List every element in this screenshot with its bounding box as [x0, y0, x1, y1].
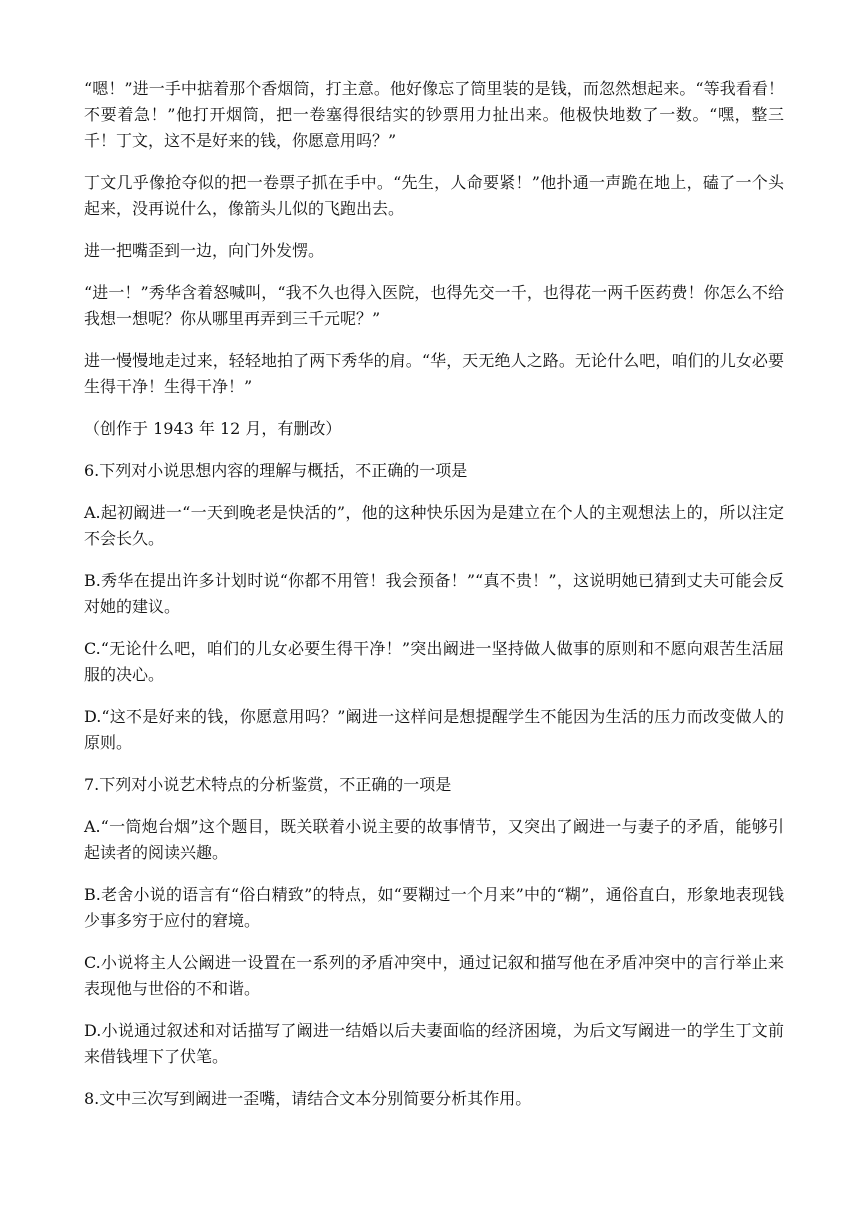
question-7-stem: 7.下列对小说艺术特点的分析鉴赏，不正确的一项是 — [84, 775, 452, 794]
question-6-option-d: D.“这不是好来的钱，你愿意用吗？”阚进一这样问是想提醒学生不能因为生活的压力而改变做人的原则。 — [84, 707, 784, 752]
document-page — [84, 76, 784, 1128]
question-8-stem: 8.文中三次写到阚进一歪嘴，请结合文本分别简要分析其作用。 — [84, 1089, 532, 1108]
question-6-option-c: C.“无论什么吧，咱们的儿女必要生得干净！”突出阚进一坚持做人做事的原则和不愿向艰苦生活屈服的决心。 — [84, 639, 784, 684]
question-7-option-c: C.小说将主人公阚进一设置在一系列的矛盾冲突中，通过记叙和描写他在矛盾冲突中的言行举止来表现他与世俗的不和谐。 — [84, 953, 784, 998]
source-note: （创作于 1943 年 12 月，有删改） — [84, 419, 342, 438]
story-paragraph-4: “进一！”秀华含着怒喊叫，“我不久也得入医院，也得先交一千，也得花一两千医药费！你怎么不给我想一想呢？你从哪里再弄到三千元呢？” — [84, 283, 784, 328]
story-paragraph-2: 丁文几乎像抢夺似的把一卷票子抓在手中。“先生，人命要紧！”他扑通一声跪在地上，磕了一个头起来，没再说什么，像箭头儿似的飞跑出去。 — [84, 173, 784, 218]
question-6-stem: 6.下列对小说思想内容的理解与概括，不正确的一项是 — [84, 461, 468, 480]
question-7-option-b: B.老舍小说的语言有“俗白精致”的特点，如“要糊过一个月来”中的“糊”，通俗直白，形象地表现钱少事多穷于应付的窘境。 — [84, 885, 784, 930]
question-6-option-a: A.起初阚进一“一天到晚老是快活的”，他的这种快乐因为是建立在个人的主观想法上的，所以注定不会长久。 — [84, 503, 784, 548]
story-paragraph-1: “嗯！”进一手中掂着那个香烟筒，打主意。他好像忘了筒里装的是钱，而忽然想起来。“等我看看！不要着急！”他打开烟筒，把一卷塞得很结实的钞票用力扯出来。他极快地数了一数。“嘿，整三千！丁文，这不是好来的钱，你愿意用吗？” — [84, 79, 784, 150]
story-paragraph-3: 进一把嘴歪到一边，向门外发愣。 — [84, 241, 325, 260]
question-7-option-a: A.“一筒炮台烟”这个题目，既关联着小说主要的故事情节，又突出了阚进一与妻子的矛盾，能够引起读者的阅读兴趣。 — [84, 817, 784, 862]
question-7-option-d: D.小说通过叙述和对话描写了阚进一结婚以后夫妻面临的经济困境，为后文写阚进一的学生丁文前来借钱埋下了伏笔。 — [84, 1021, 784, 1066]
question-6-option-b: B.秀华在提出许多计划时说“你都不用管！我会预备！”“真不贵！”，这说明她已猜到丈夫可能会反对她的建议。 — [84, 571, 784, 616]
story-paragraph-5: 进一慢慢地走过来，轻轻地拍了两下秀华的肩。“华，天无绝人之路。无论什么吧，咱们的儿女必要生得干净！生得干净！” — [84, 351, 784, 396]
